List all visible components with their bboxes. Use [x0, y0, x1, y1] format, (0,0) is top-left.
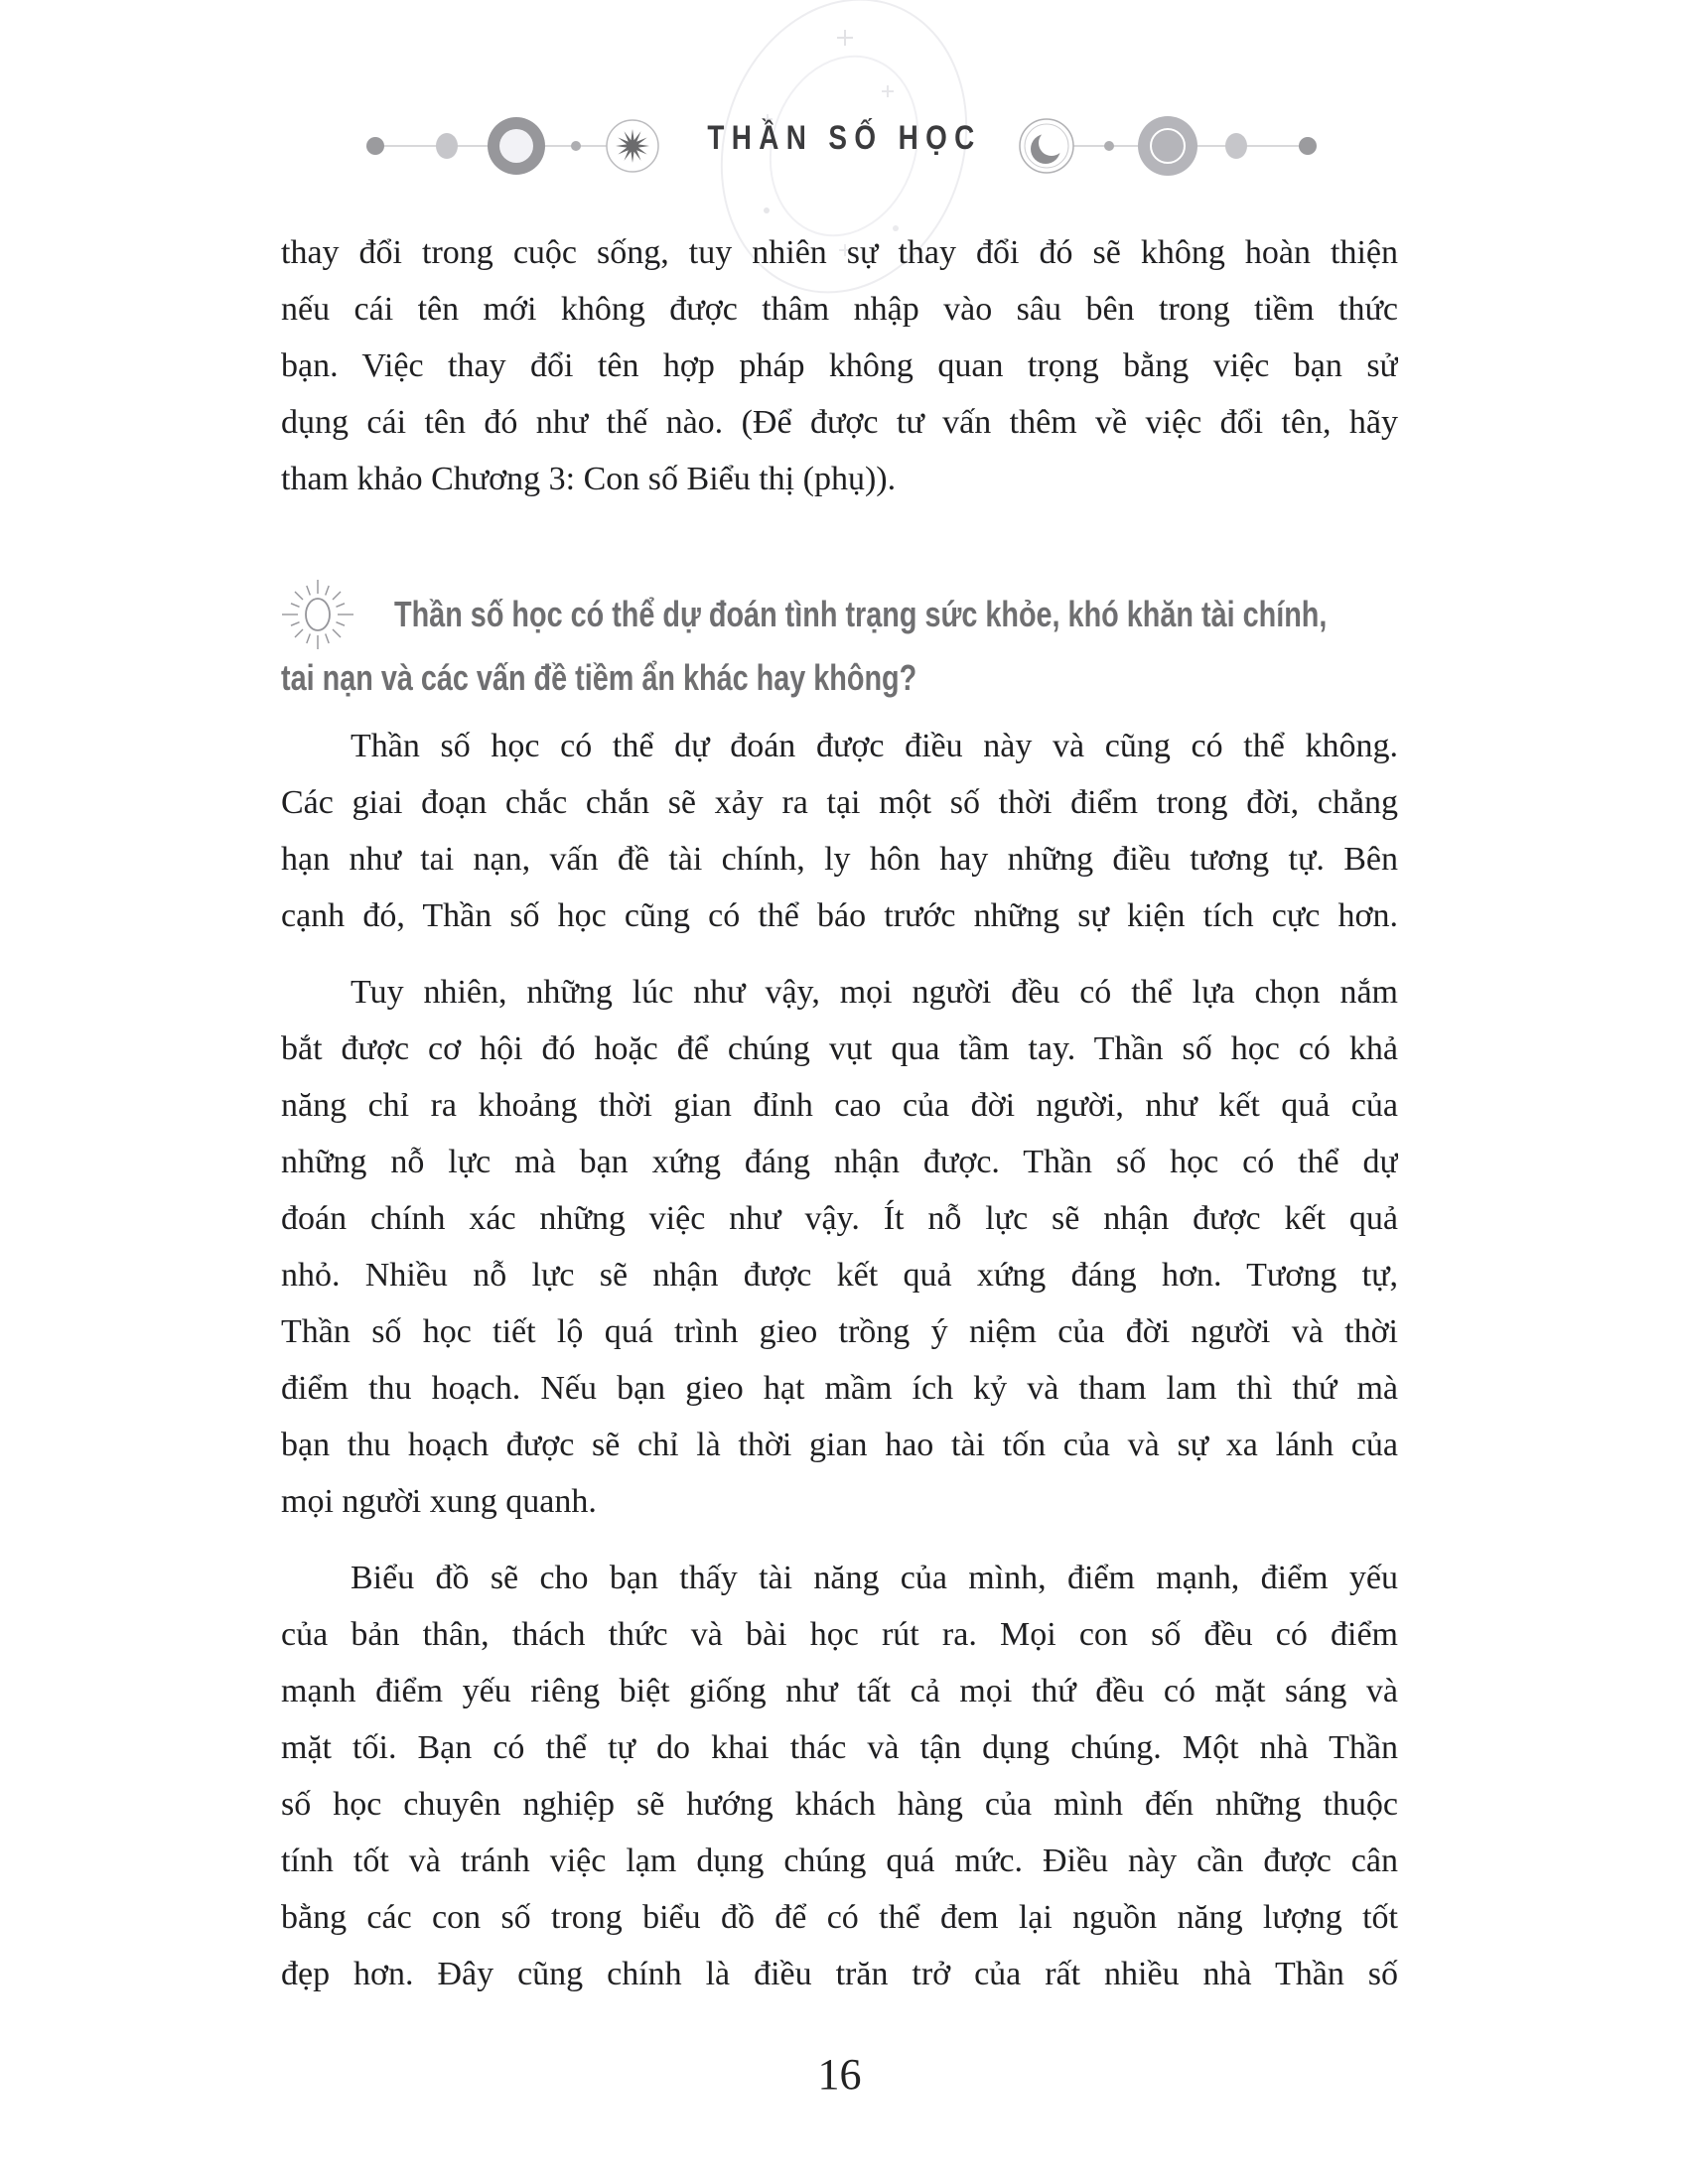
text-line: nếu cái tên mới không được thâm nhập vào sâu bên trong tiềm thức	[281, 291, 1398, 328]
body-paragraph-group	[281, 718, 1398, 2002]
section-heading-line	[281, 583, 1398, 646]
text-line: mạnh điểm yếu riêng biệt giống như tất cả mọi thứ đều có mặt sáng và	[281, 1673, 1398, 1709]
paragraph	[281, 1550, 1398, 2002]
text-line: thay đổi trong cuộc sống, tuy nhiên sự thay đổi đó sẽ không hoàn thiện	[281, 234, 1398, 271]
text-line: cạnh đó, Thần số học cũng có thể báo trước những sự kiện tích cực hơn.	[281, 897, 1398, 934]
paragraph	[281, 718, 1398, 944]
sun-rays-icon	[279, 575, 356, 654]
text-line: Các giai đoạn chắc chắn sẽ xảy ra tại một số thời điểm trong đời, chẳng	[281, 784, 1398, 821]
text-line: những nỗ lực mà bạn xứng đáng nhận được. Thần số học có thể dự	[281, 1144, 1398, 1180]
text-line: Biểu đồ sẽ cho bạn thấy tài năng của mình, điểm mạnh, điểm yếu	[351, 1560, 1398, 1596]
text-line: đẹp hơn. Đây cũng chính là điều trăn trở của rất nhiều nhà Thần số	[281, 1956, 1398, 1992]
text-line: tham khảo Chương 3: Con số Biểu thị (phụ)).	[281, 461, 897, 497]
page-content	[281, 0, 1398, 2102]
paragraph	[281, 224, 1398, 507]
page-number: 16	[817, 2050, 862, 2099]
text-line: đoán chính xác những việc như vậy. Ít nỗ lực sẽ nhận được kết quả	[281, 1200, 1398, 1237]
text-line: bạn thu hoạch được sẽ chỉ là thời gian hao tài tốn của và sự xa lánh của	[281, 1427, 1398, 1463]
text-line: nhỏ. Nhiều nỗ lực sẽ nhận được kết quả xứng đáng hơn. Tương tự,	[281, 1257, 1398, 1294]
text-line: dụng cái tên đó như thế nào. (Để được tư vấn thêm về việc đổi tên, hãy	[281, 404, 1398, 441]
text-line: Thần số học tiết lộ quá trình gieo trồng ý niệm của đời người và thời	[281, 1313, 1398, 1350]
text-line: năng chỉ ra khoảng thời gian đỉnh cao của đời người, như kết quả của	[281, 1087, 1398, 1124]
page-title-text: THẦN SỐ HỌC	[706, 119, 982, 157]
text-line: mặt tối. Bạn có thể tự do khai thác và tận dụng chúng. Một nhà Thần	[281, 1729, 1398, 1766]
text-line: điểm thu hoạch. Nếu bạn gieo hạt mầm ích kỷ và tham lam thì thứ mà	[281, 1370, 1398, 1407]
text-line: Thần số học có thể dự đoán được điều này và cũng có thể không.	[351, 728, 1398, 764]
text-line: bằng các con số trong biểu đồ để có thể đem lại nguồn năng lượng tốt	[281, 1899, 1398, 1936]
section-heading	[281, 583, 1398, 710]
paragraph	[281, 964, 1398, 1530]
text-line: số học chuyên nghiệp sẽ hướng khách hàng của mình đến những thuộc	[281, 1786, 1398, 1823]
text-line: bắt được cơ hội đó hoặc để chúng vụt qua tầm tay. Thần số học có khả	[281, 1030, 1398, 1067]
intro-paragraph-group	[281, 224, 1398, 507]
text-line: tính tốt và tránh việc lạm dụng chúng quá mức. Điều này cần được cân	[281, 1843, 1398, 1879]
text-line: mọi người xung quanh.	[281, 1483, 597, 1520]
text-line: Tuy nhiên, những lúc như vậy, mọi người đều có thể lựa chọn nắm	[351, 974, 1398, 1011]
text-line: bạn. Việc thay đổi tên hợp pháp không quan trọng bằng việc bạn sử	[281, 347, 1398, 384]
text-line: hạn như tai nạn, vấn đề tài chính, ly hôn hay những điều tương tự. Bên	[281, 841, 1398, 878]
text-line: của bản thân, thách thức và bài học rút ra. Mọi con số đều có điểm	[281, 1616, 1398, 1653]
section-heading-line	[281, 646, 1398, 710]
section-heading-text: Thần số học có thể dự đoán tình trạng sức khỏe, khó khăn tài chính,	[394, 594, 1328, 634]
section-heading-text: tai nạn và các vấn đề tiềm ẩn khác hay không?	[281, 657, 917, 698]
